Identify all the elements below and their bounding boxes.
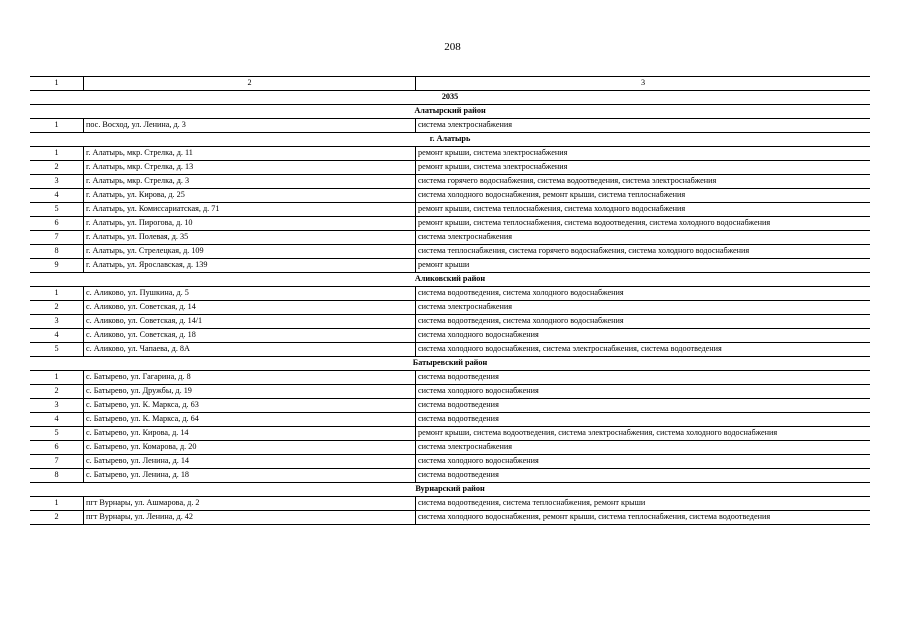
- address-cell: г. Алатырь, ул. Стрелецкая, д. 109: [84, 245, 416, 259]
- row-number-cell: 3: [30, 399, 84, 413]
- table-row: [30, 175, 870, 189]
- district-row: [30, 483, 870, 497]
- works-cell: система водоотведения, система холодного водоснабжения: [416, 287, 871, 301]
- works-cell: система горячего водоснабжения, система водоотведения, система электроснабжения: [416, 175, 871, 189]
- address-cell: с. Батырево, ул. Дружбы, д. 19: [84, 385, 416, 399]
- address-cell: г. Алатырь, ул. Кирова, д. 25: [84, 189, 416, 203]
- row-number-cell: 1: [30, 371, 84, 385]
- table-row: [30, 315, 870, 329]
- table-row: [30, 455, 870, 469]
- works-cell: ремонт крыши, система электроснабжения: [416, 147, 871, 161]
- table-row: [30, 245, 870, 259]
- row-number-cell: 5: [30, 427, 84, 441]
- address-cell: с. Батырево, ул. К. Маркса, д. 64: [84, 413, 416, 427]
- column-header-2: 2: [84, 77, 416, 91]
- works-cell: система электроснабжения: [416, 119, 871, 133]
- district-heading: г. Алатырь: [30, 133, 870, 147]
- address-cell: с. Батырево, ул. К. Маркса, д. 63: [84, 399, 416, 413]
- works-cell: система холодного водоснабжения: [416, 329, 871, 343]
- table-row: [30, 399, 870, 413]
- row-number-cell: 1: [30, 497, 84, 511]
- address-cell: пос. Восход, ул. Ленина, д. 3: [84, 119, 416, 133]
- table-row: [30, 371, 870, 385]
- row-number-cell: 3: [30, 175, 84, 189]
- row-number-cell: 1: [30, 119, 84, 133]
- table-row: [30, 511, 870, 525]
- row-number-cell: 9: [30, 259, 84, 273]
- table-row: [30, 217, 870, 231]
- district-heading: Батыревский район: [30, 357, 870, 371]
- address-cell: с. Аликово, ул. Советская, д. 14: [84, 301, 416, 315]
- works-cell: система холодного водоснабжения: [416, 455, 871, 469]
- address-cell: с. Аликово, ул. Советская, д. 14/1: [84, 315, 416, 329]
- address-cell: пгт Вурнары, ул. Ашмарова, д. 2: [84, 497, 416, 511]
- address-cell: г. Алатырь, ул. Комиссариатская, д. 71: [84, 203, 416, 217]
- table-row: [30, 259, 870, 273]
- table-row: [30, 343, 870, 357]
- works-cell: система холодного водоснабжения, ремонт крыши, система теплоснабжения, система водоотведения: [416, 511, 871, 525]
- table-row: [30, 287, 870, 301]
- district-row: [30, 105, 870, 119]
- address-cell: с. Аликово, ул. Советская, д. 18: [84, 329, 416, 343]
- row-number-cell: 1: [30, 147, 84, 161]
- row-number-cell: 4: [30, 189, 84, 203]
- table-row: [30, 385, 870, 399]
- row-number-cell: 2: [30, 511, 84, 525]
- address-cell: с. Батырево, ул. Кирова, д. 14: [84, 427, 416, 441]
- column-header-1: 1: [30, 77, 84, 91]
- address-cell: г. Алатырь, ул. Пирогова, д. 10: [84, 217, 416, 231]
- address-cell: с. Батырево, ул. Ленина, д. 18: [84, 469, 416, 483]
- row-number-cell: 6: [30, 441, 84, 455]
- address-cell: г. Алатырь, ул. Полевая, д. 35: [84, 231, 416, 245]
- works-cell: ремонт крыши, система водоотведения, система электроснабжения, система холодного водоснабжения: [416, 427, 871, 441]
- address-cell: г. Алатырь, мкр. Стрелка, д. 11: [84, 147, 416, 161]
- table-row: [30, 161, 870, 175]
- table-row: [30, 329, 870, 343]
- works-cell: система водоотведения: [416, 371, 871, 385]
- works-cell: система холодного водоснабжения, ремонт крыши, система теплоснабжения: [416, 189, 871, 203]
- address-cell: г. Алатырь, ул. Ярославская, д. 139: [84, 259, 416, 273]
- district-row: [30, 357, 870, 371]
- row-number-cell: 8: [30, 245, 84, 259]
- district-heading: Аликовский район: [30, 273, 870, 287]
- table-row: [30, 119, 870, 133]
- page-number: 208: [444, 41, 461, 53]
- row-number-cell: 5: [30, 343, 84, 357]
- table-row: [30, 469, 870, 483]
- works-cell: система холодного водоснабжения, система электроснабжения, система водоотведения: [416, 343, 871, 357]
- works-cell: ремонт крыши: [416, 259, 871, 273]
- row-number-cell: 4: [30, 413, 84, 427]
- row-number-cell: 4: [30, 329, 84, 343]
- table-row: [30, 147, 870, 161]
- row-number-cell: 6: [30, 217, 84, 231]
- works-cell: система холодного водоснабжения: [416, 385, 871, 399]
- row-number-cell: 8: [30, 469, 84, 483]
- row-number-cell: 7: [30, 231, 84, 245]
- address-cell: с. Аликово, ул. Пушкина, д. 5: [84, 287, 416, 301]
- district-heading: Алатырский район: [30, 105, 870, 119]
- table-row: [30, 413, 870, 427]
- column-header-3: 3: [416, 77, 871, 91]
- table-row: [30, 497, 870, 511]
- row-number-cell: 7: [30, 455, 84, 469]
- works-cell: система водоотведения: [416, 469, 871, 483]
- address-cell: пгт Вурнары, ул. Ленина, д. 42: [84, 511, 416, 525]
- works-cell: ремонт крыши, система теплоснабжения, система холодного водоснабжения: [416, 203, 871, 217]
- row-number-cell: 2: [30, 301, 84, 315]
- district-row: [30, 273, 870, 287]
- works-cell: система электроснабжения: [416, 231, 871, 245]
- table-row: [30, 301, 870, 315]
- works-cell: система теплоснабжения, система горячего водоснабжения, система холодного водоснабжения: [416, 245, 871, 259]
- row-number-cell: 5: [30, 203, 84, 217]
- table-row: [30, 441, 870, 455]
- works-cell: ремонт крыши, система теплоснабжения, система водоотведения, система холодного водоснабжения: [416, 217, 871, 231]
- table-row: [30, 203, 870, 217]
- column-header-row: [30, 77, 870, 91]
- works-cell: ремонт крыши, система электроснабжения: [416, 161, 871, 175]
- address-cell: с. Батырево, ул. Комарова, д. 20: [84, 441, 416, 455]
- registry-table-body: [30, 77, 870, 525]
- district-row: [30, 133, 870, 147]
- row-number-cell: 3: [30, 315, 84, 329]
- table-row: [30, 189, 870, 203]
- works-cell: система водоотведения: [416, 413, 871, 427]
- row-number-cell: 2: [30, 161, 84, 175]
- address-cell: г. Алатырь, мкр. Стрелка, д. 3: [84, 175, 416, 189]
- row-number-cell: 2: [30, 385, 84, 399]
- row-number-cell: 1: [30, 287, 84, 301]
- registry-table: [30, 76, 870, 525]
- address-cell: с. Батырево, ул. Гагарина, д. 8: [84, 371, 416, 385]
- address-cell: г. Алатырь, мкр. Стрелка, д. 13: [84, 161, 416, 175]
- address-cell: с. Батырево, ул. Ленина, д. 14: [84, 455, 416, 469]
- table-row: [30, 231, 870, 245]
- table-row: [30, 427, 870, 441]
- district-heading: Вурнарский район: [30, 483, 870, 497]
- works-cell: система электроснабжения: [416, 301, 871, 315]
- year-row: [30, 91, 870, 105]
- works-cell: система водоотведения: [416, 399, 871, 413]
- works-cell: система электроснабжения: [416, 441, 871, 455]
- address-cell: с. Аликово, ул. Чапаева, д. 8А: [84, 343, 416, 357]
- works-cell: система водоотведения, система теплоснабжения, ремонт крыши: [416, 497, 871, 511]
- works-cell: система водоотведения, система холодного водоснабжения: [416, 315, 871, 329]
- year-heading: 2035: [30, 91, 870, 105]
